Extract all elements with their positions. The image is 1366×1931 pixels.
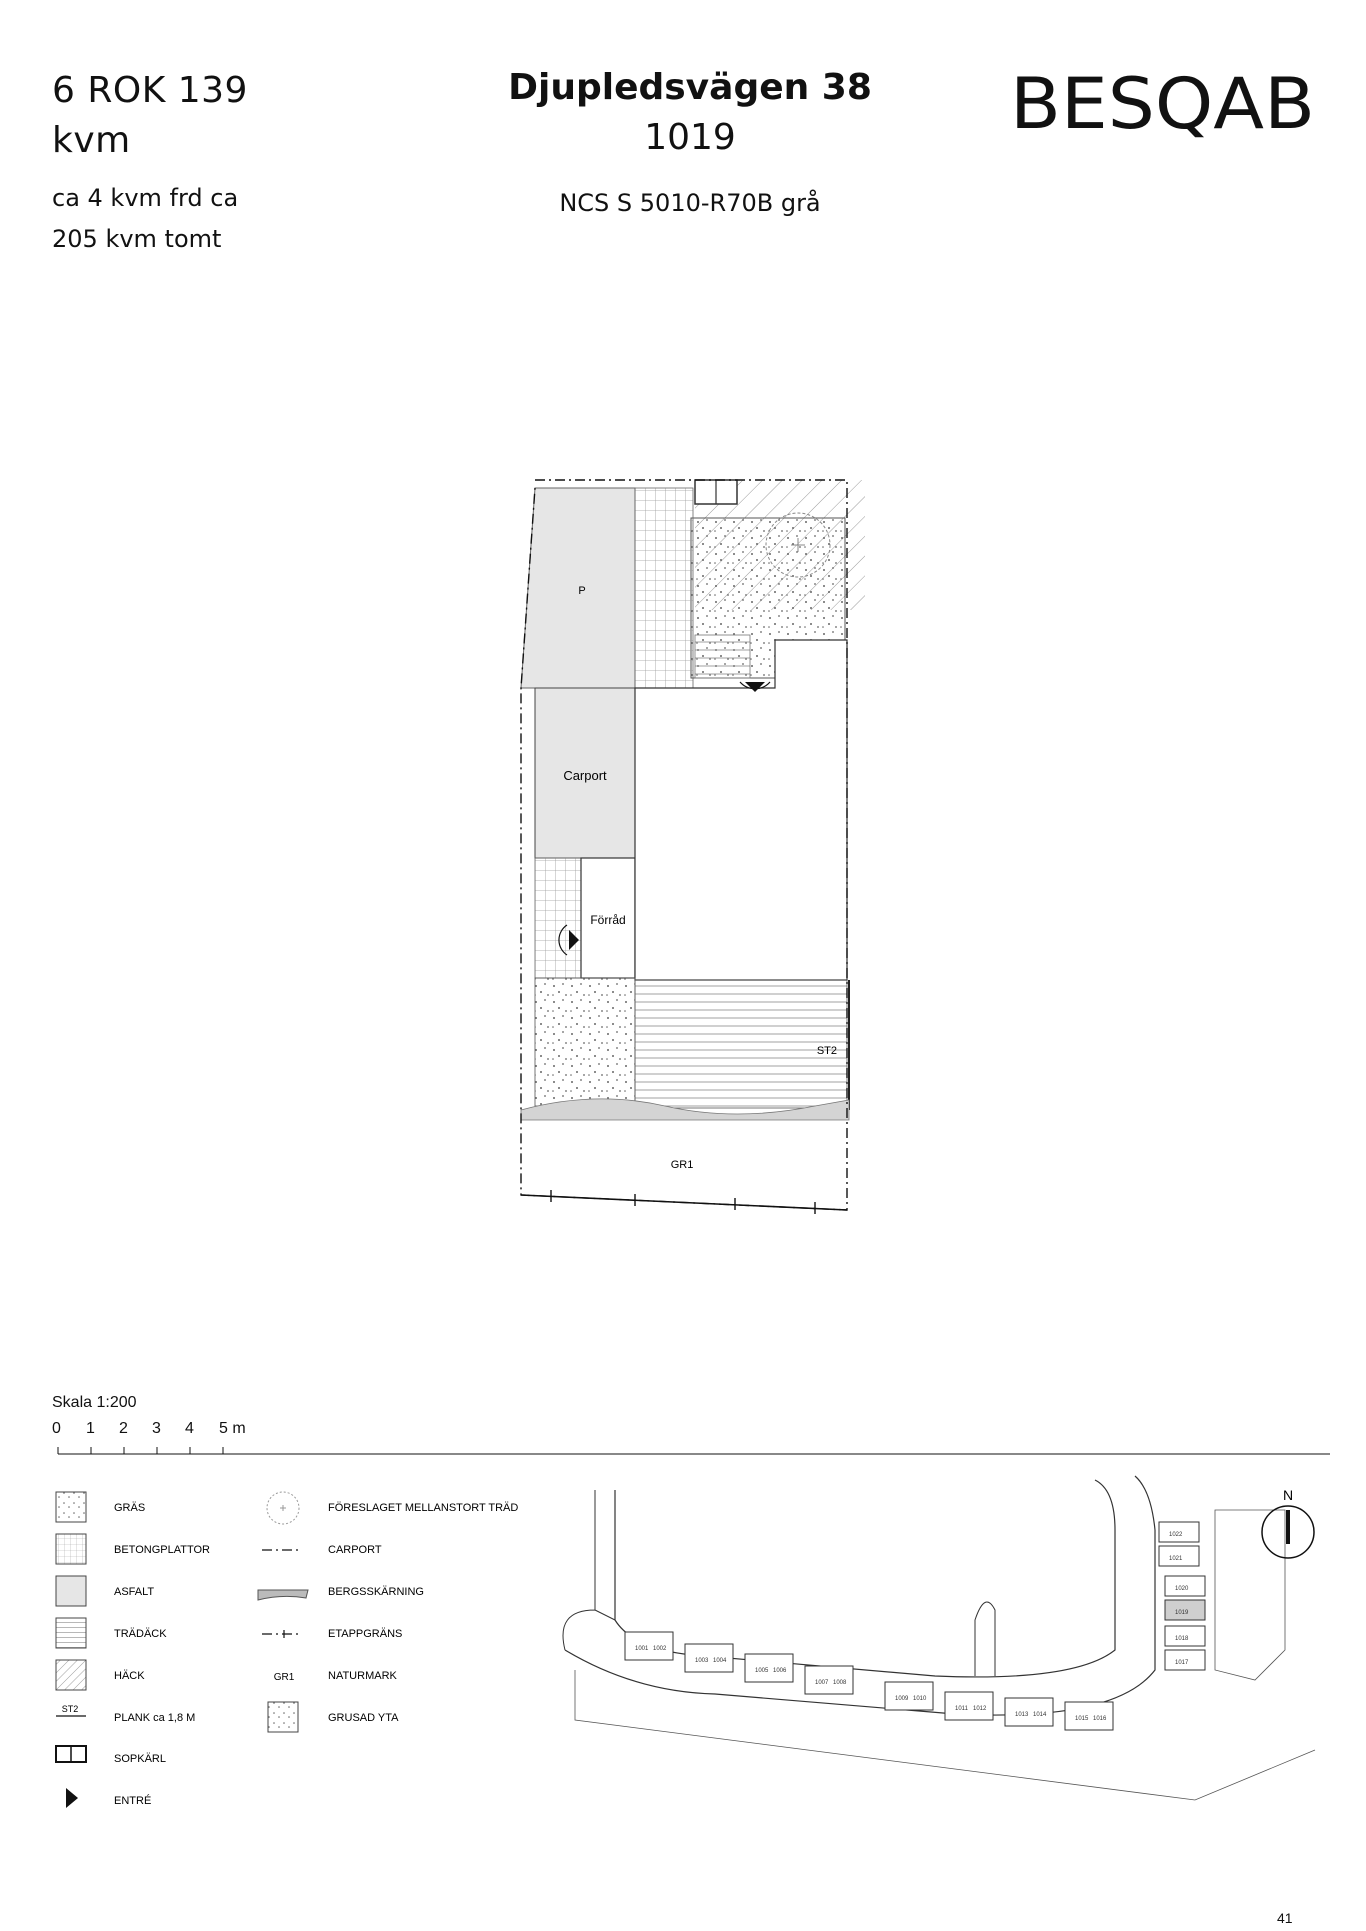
scale-title: Skala 1:200 — [52, 1394, 137, 1411]
unit-label: 1014 — [1033, 1712, 1047, 1718]
scale-tick: 4 — [185, 1420, 194, 1437]
scale-bar — [52, 1444, 1332, 1458]
legend-stage-boundary: ETAPPGRÄNS — [328, 1628, 403, 1640]
legend-grass: GRÄS — [114, 1502, 146, 1514]
site-units — [625, 1522, 1205, 1730]
unit-label: 1013 — [1015, 1712, 1029, 1718]
unit-label: 1017 — [1175, 1660, 1189, 1666]
legend-asphalt: ASFALT — [114, 1586, 155, 1598]
unit-label: 1020 — [1175, 1586, 1189, 1592]
unit-label: 1010 — [913, 1696, 927, 1702]
compass-north: N — [1282, 1487, 1294, 1503]
brand-logo — [1010, 62, 1320, 142]
plot-area: 205 kvm tomt — [52, 225, 222, 253]
unit-label: 1012 — [973, 1706, 987, 1712]
unit-label: 1003 — [695, 1658, 709, 1664]
legend-gravel: GRUSAD YTA — [328, 1712, 399, 1724]
unit-address-block — [470, 63, 910, 223]
unit-label: 1016 — [1093, 1716, 1107, 1722]
parking-label: P — [578, 585, 586, 597]
unit-size — [52, 66, 248, 166]
unit-label: 1018 — [1175, 1636, 1189, 1642]
color-code: NCS S 5010-R70B grå — [559, 189, 821, 217]
legend — [52, 1490, 562, 1840]
scale-tick: 3 — [152, 1420, 161, 1437]
unit-label: 1004 — [713, 1658, 727, 1664]
legend-tree: FÖRESLAGET MELLANSTORT TRÄD — [328, 1502, 519, 1514]
legend-nature: NATURMARK — [328, 1670, 397, 1682]
legend-bin: SOPKÄRL — [114, 1753, 166, 1765]
unit-label: 1011 — [955, 1706, 968, 1712]
scale-tick: 1 — [86, 1420, 95, 1437]
carport-label: Carport — [563, 768, 607, 783]
unit-label: 1021 — [1169, 1556, 1183, 1562]
legend-entry: ENTRÉ — [114, 1795, 152, 1807]
unit-label: 1009 — [895, 1696, 909, 1702]
unit-label: 1005 — [755, 1668, 769, 1674]
unit-label: 1022 — [1169, 1532, 1183, 1538]
plot-plan — [515, 470, 865, 1230]
unit-label: 1019 — [1175, 1610, 1189, 1616]
house-number: 1019 — [644, 117, 736, 158]
page-number: 41 — [1277, 1910, 1293, 1926]
legend-hedge: HÄCK — [114, 1670, 145, 1682]
legend-carport: CARPORT — [328, 1544, 382, 1556]
legend-deck: TRÄDÄCK — [114, 1628, 167, 1640]
unit-label: 1001 — [635, 1646, 649, 1652]
unit-label: 1015 — [1075, 1716, 1089, 1722]
unit-label: 1006 — [773, 1668, 787, 1674]
storage-area: ca 4 kvm frd ca — [52, 184, 239, 212]
storage-label: Förråd — [590, 913, 626, 927]
unit-label: 1002 — [653, 1646, 667, 1652]
address: Djupledsvägen 38 — [508, 67, 872, 108]
scale-tick: 2 — [119, 1420, 128, 1437]
site-map — [555, 1470, 1335, 1870]
unit-size-line1: 6 ROK 139 — [52, 70, 248, 111]
legend-fence-symbol: ST2 — [61, 1704, 79, 1714]
compass-icon — [1262, 1487, 1314, 1558]
scale-tick: 5 m — [219, 1420, 246, 1437]
unit-label: 1008 — [833, 1680, 847, 1686]
scale-tick: 0 — [52, 1420, 61, 1437]
legend-concrete: BETONGPLATTOR — [114, 1544, 210, 1556]
legend-fence: PLANK ca 1,8 M — [114, 1712, 196, 1724]
fence-label: ST2 — [816, 1045, 837, 1057]
legend-rock: BERGSSKÄRNING — [328, 1586, 424, 1598]
unit-size-line2: kvm — [52, 120, 131, 161]
brand-logo-text: BESQAB — [1010, 63, 1315, 142]
unit-details — [52, 178, 238, 260]
legend-nature-symbol: GR1 — [273, 1672, 295, 1683]
nature-label: GR1 — [670, 1159, 694, 1171]
scale-ticks — [52, 1420, 272, 1442]
unit-label: 1007 — [815, 1680, 829, 1686]
